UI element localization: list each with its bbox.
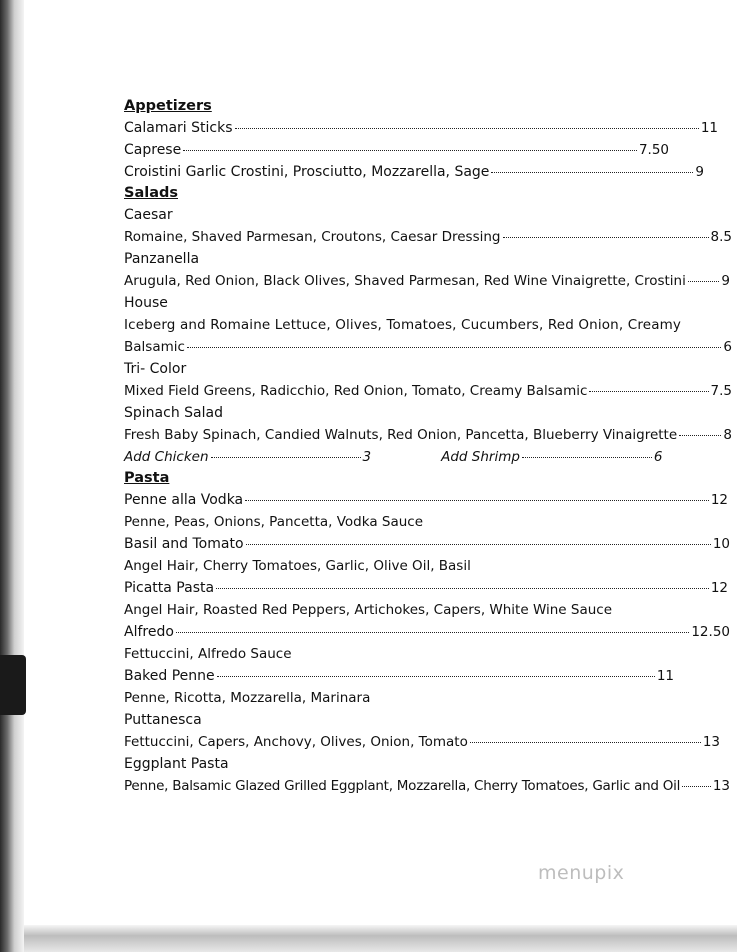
dot-leader	[679, 435, 721, 436]
item-description: Romaine, Shaved Parmesan, Croutons, Caesar Dressing	[124, 229, 501, 245]
dot-leader	[217, 676, 655, 677]
item-price: 13	[702, 734, 720, 750]
item-name: Penne alla Vodka	[124, 492, 244, 508]
item-description: Fettuccini, Capers, Anchovy, Olives, Onion, Tomato	[124, 734, 468, 750]
item-description-vodka: Penne, Peas, Onions, Pancetta, Vodka Sauce	[124, 514, 424, 530]
menu-item-caesar	[124, 226, 732, 248]
section-heading-appetizers: Appetizers	[124, 98, 212, 114]
salad-addons	[124, 446, 734, 468]
item-price: 13	[712, 778, 730, 794]
menu-item-tricolor	[124, 380, 732, 402]
item-name: Calamari Sticks	[124, 120, 233, 136]
item-price: 11	[656, 668, 674, 684]
menu-item-puttanesca	[124, 731, 720, 753]
menu-item-vodka	[124, 489, 728, 511]
item-price: 12.50	[691, 624, 730, 640]
menu-item-basil	[124, 533, 730, 555]
menu-item-title-puttanesca: Puttanesca	[124, 712, 202, 728]
item-price: 9	[695, 164, 704, 180]
item-price: 6	[723, 339, 732, 355]
item-price: 8	[723, 427, 732, 443]
menu-item-house	[124, 336, 732, 358]
item-name: Croistini Garlic Crostini, Prosciutto, Mozzarella, Sage	[124, 164, 490, 180]
dot-leader	[491, 172, 693, 173]
item-name: Picatta Pasta	[124, 580, 215, 596]
item-name: Alfredo	[124, 624, 174, 640]
page-binding-edge	[0, 0, 24, 952]
item-description: Penne, Balsamic Glazed Grilled Eggplant, Mozzarella, Cherry Tomatoes, Garlic and Oil	[124, 778, 681, 794]
menu-item-title-house: House	[124, 295, 168, 311]
item-price: 10	[712, 536, 730, 552]
menu-item-title-tricolor: Tri- Color	[124, 361, 187, 377]
item-price: 12	[710, 580, 728, 596]
page-bottom-edge	[24, 925, 737, 952]
addon-label: Add Chicken	[124, 449, 209, 465]
watermark-logo: menupix	[538, 862, 625, 884]
dot-leader	[470, 742, 701, 743]
binder-clip	[0, 655, 26, 715]
dot-leader	[245, 500, 709, 501]
item-description: Fresh Baby Spinach, Candied Walnuts, Red Onion, Pancetta, Blueberry Vinaigrette	[124, 427, 678, 443]
item-price: 11	[700, 120, 718, 136]
dot-leader	[682, 786, 711, 787]
dot-leader	[503, 237, 709, 238]
menu-item-calamari	[124, 117, 718, 139]
item-name: Basil and Tomato	[124, 536, 244, 552]
item-name: Baked Penne	[124, 668, 215, 684]
dot-leader	[187, 347, 721, 348]
item-description: Arugula, Red Onion, Black Olives, Shaved Parmesan, Red Wine Vinaigrette, Crostini	[124, 273, 686, 289]
section-heading-salads: Salads	[124, 185, 178, 201]
dot-leader	[235, 128, 699, 129]
dot-leader	[216, 588, 709, 589]
menu-item-croistini	[124, 161, 704, 183]
item-description-line1: Iceberg and Romaine Lettuce, Olives, Tomatoes, Cucumbers, Red Onion, Creamy	[124, 317, 682, 333]
menu-item-alfredo	[124, 621, 730, 643]
item-description-picatta: Angel Hair, Roasted Red Peppers, Artichokes, Capers, White Wine Sauce	[124, 602, 613, 618]
menu-item-title-caesar: Caesar	[124, 207, 173, 223]
menu-item-title-spinach: Spinach Salad	[124, 405, 223, 421]
addon-price: 6	[653, 449, 663, 465]
menu-item-eggplant	[124, 775, 730, 797]
menu-page	[124, 96, 734, 797]
menu-item-caprese	[124, 139, 669, 161]
dot-leader	[176, 632, 689, 633]
menu-item-panzanella	[124, 270, 730, 292]
addon-label: Add Shrimp	[441, 449, 520, 465]
item-description-basil: Angel Hair, Cherry Tomatoes, Garlic, Olive Oil, Basil	[124, 558, 471, 574]
dot-leader	[688, 281, 720, 282]
item-price: 7.5	[710, 383, 732, 399]
item-description: Mixed Field Greens, Radicchio, Red Onion, Tomato, Creamy Balsamic	[124, 383, 588, 399]
menu-item-title-eggplant: Eggplant Pasta	[124, 756, 229, 772]
section-heading-pasta: Pasta	[124, 470, 170, 486]
dot-leader	[183, 150, 637, 151]
item-name: Caprese	[124, 142, 182, 158]
item-description-baked: Penne, Ricotta, Mozzarella, Marinara	[124, 690, 371, 706]
dot-leader	[246, 544, 711, 545]
menu-item-baked	[124, 665, 674, 687]
menu-item-spinach	[124, 424, 732, 446]
item-price: 8.5	[710, 229, 732, 245]
menu-item-picatta	[124, 577, 728, 599]
item-description-line2: Balsamic	[124, 339, 185, 355]
item-description-alfredo: Fettuccini, Alfredo Sauce	[124, 646, 292, 662]
addon-chicken	[124, 446, 371, 468]
addon-shrimp	[441, 446, 662, 468]
item-price: 12	[710, 492, 728, 508]
dot-leader	[589, 391, 708, 392]
item-price: 7.50	[638, 142, 669, 158]
item-price: 9	[721, 273, 730, 289]
dot-leader	[522, 457, 652, 458]
menu-item-title-panzanella: Panzanella	[124, 251, 200, 267]
addon-price: 3	[362, 449, 372, 465]
dot-leader	[211, 457, 361, 458]
